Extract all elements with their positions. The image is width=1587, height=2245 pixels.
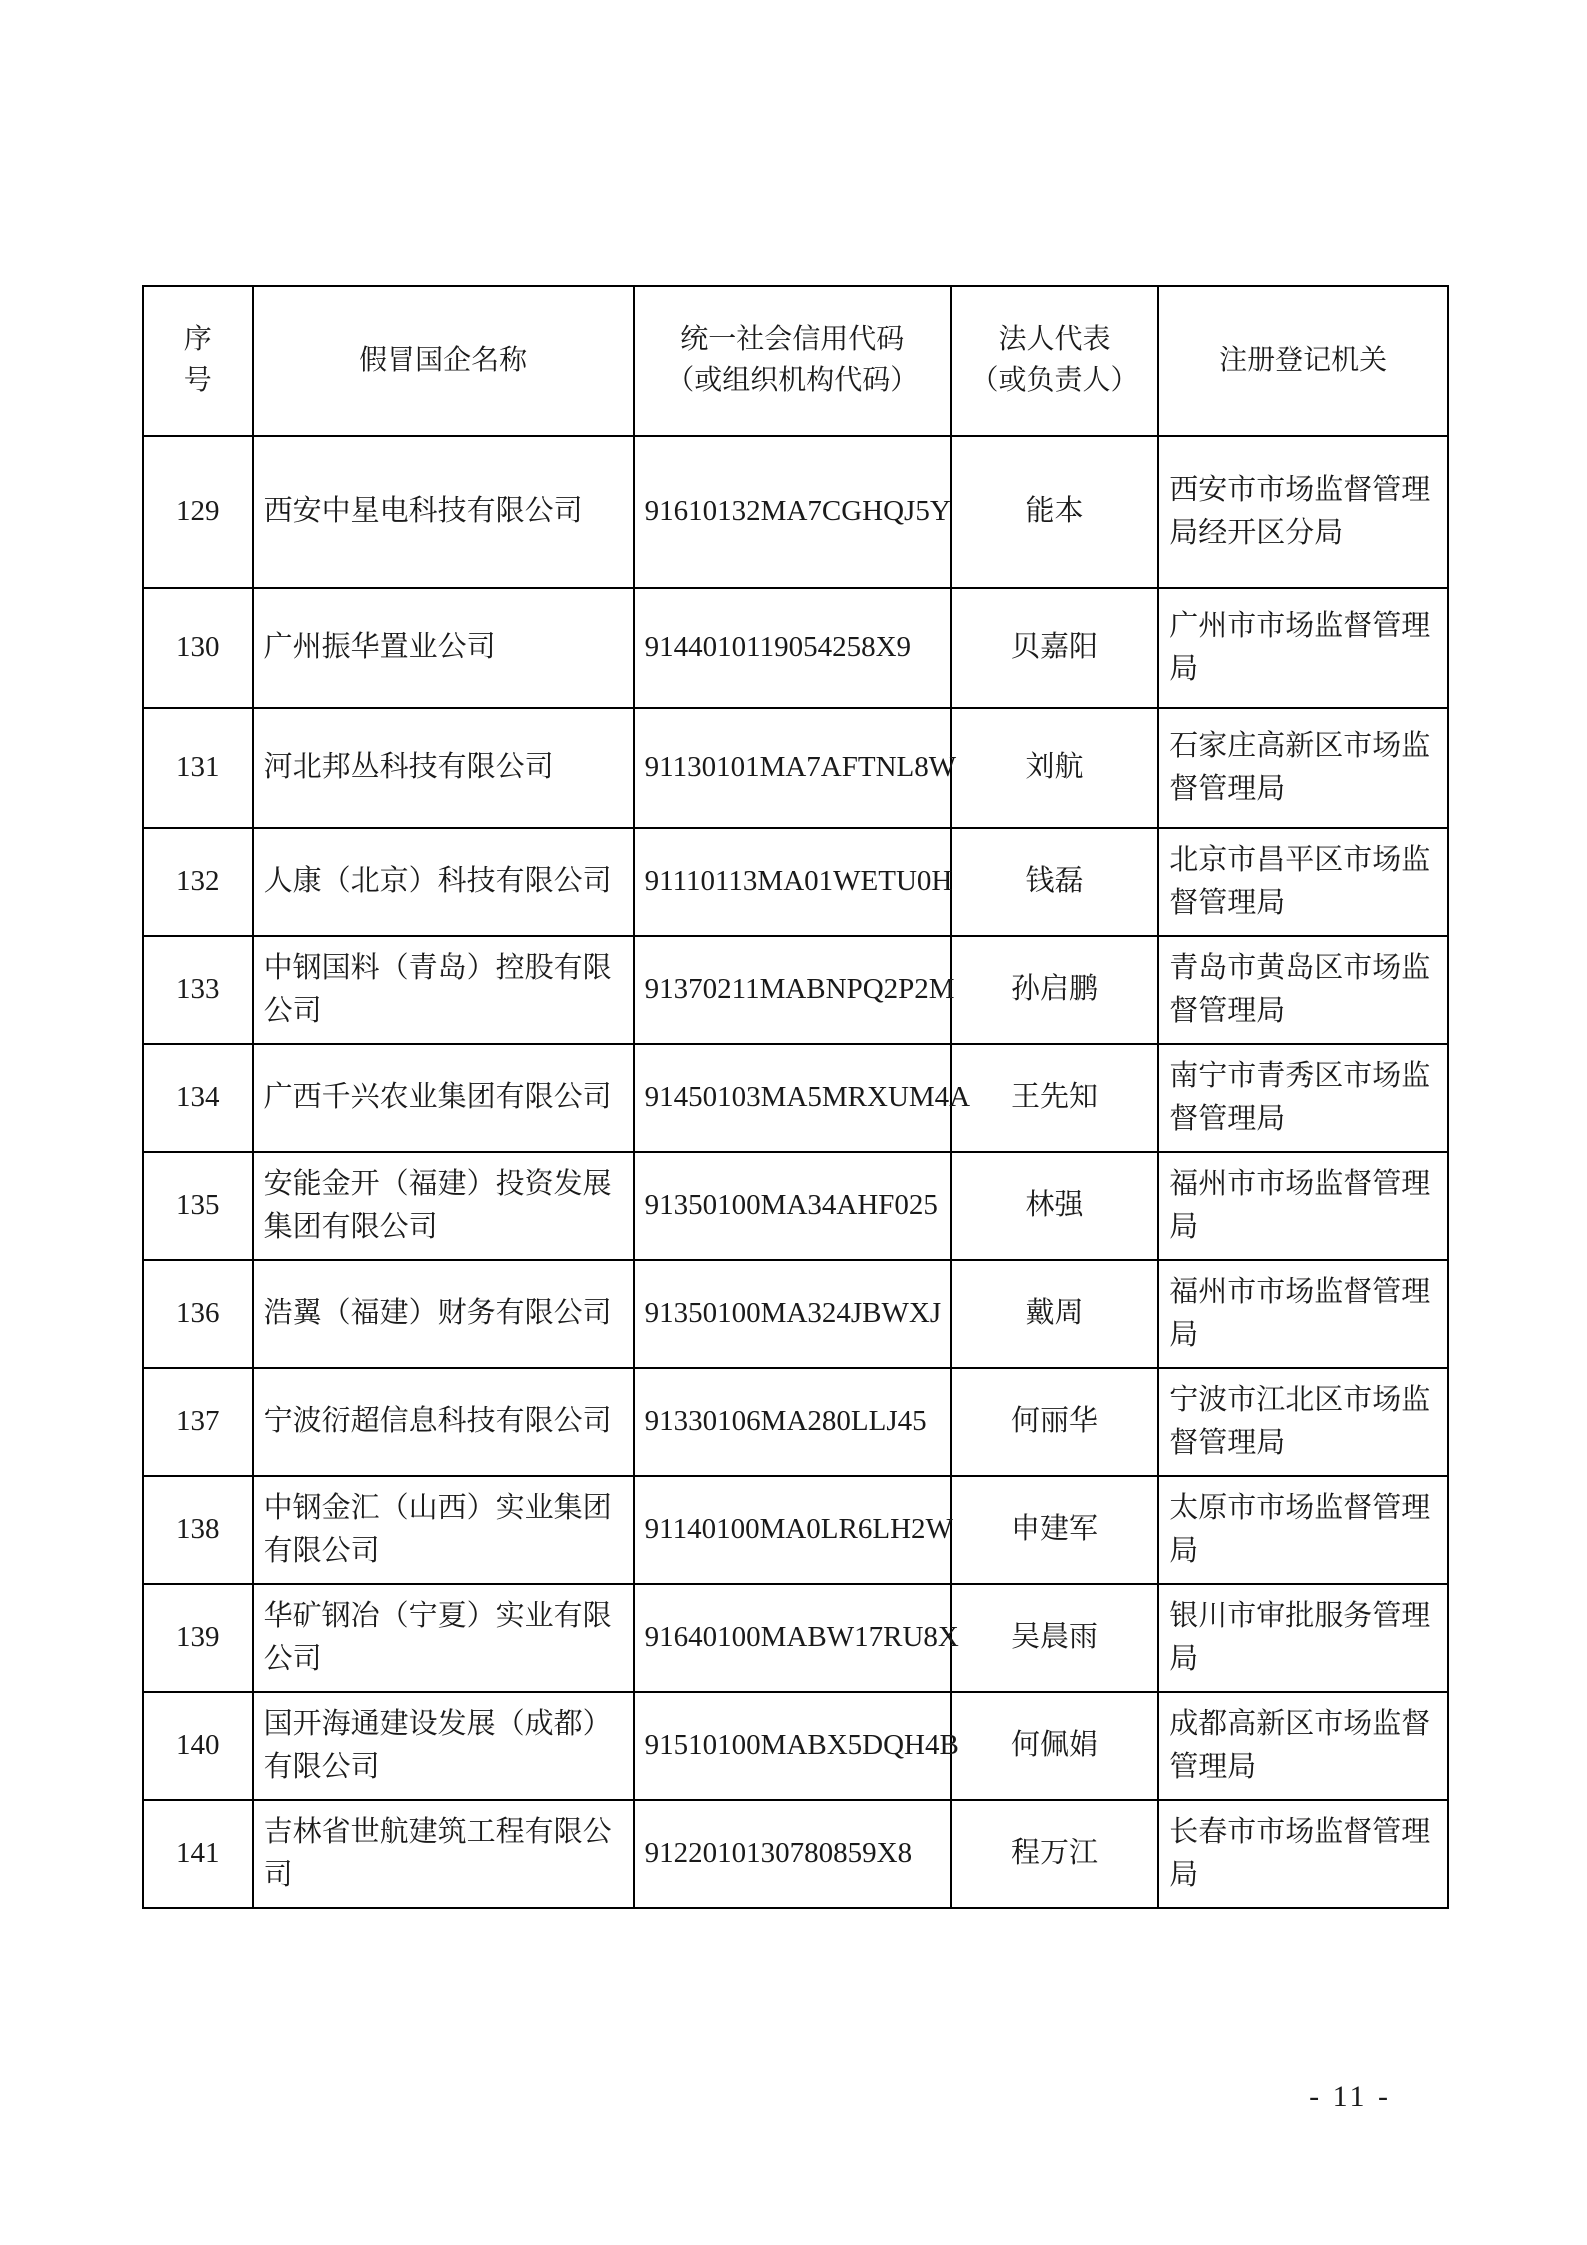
cell-index: 132 [143, 828, 253, 936]
cell-legal: 戴周 [951, 1260, 1158, 1368]
cell-authority: 石家庄高新区市场监督管理局 [1158, 708, 1448, 828]
table-header [143, 286, 1448, 436]
column-header-authority-line: 注册登记机关 [1219, 344, 1388, 376]
cell-legal: 刘航 [951, 708, 1158, 828]
cell-index: 140 [143, 1692, 253, 1800]
cell-name: 中钢国料（青岛）控股有限公司 [253, 936, 634, 1044]
cell-code: 91140100MA0LR6LH2W [634, 1476, 951, 1584]
cell-name: 人康（北京）科技有限公司 [253, 828, 634, 936]
cell-name: 吉林省世航建筑工程有限公司 [253, 1800, 634, 1908]
cell-index: 139 [143, 1584, 253, 1692]
fake-soe-table [142, 285, 1449, 1909]
cell-name: 浩翼（福建）财务有限公司 [253, 1260, 634, 1368]
cell-index: 133 [143, 936, 253, 1044]
table-body [143, 436, 1448, 1908]
table-header-row [143, 286, 1448, 436]
cell-name: 广西千兴农业集团有限公司 [253, 1044, 634, 1152]
table-row [143, 1800, 1448, 1908]
cell-code: 91610132MA7CGHQJ5Y [634, 436, 951, 588]
column-header-code-line: 统一社会信用代码 [680, 324, 905, 356]
column-header-authority [1158, 286, 1448, 436]
table-row [143, 708, 1448, 828]
cell-code: 91330106MA280LLJ45 [634, 1368, 951, 1476]
column-header-index [143, 286, 253, 436]
column-header-legal [951, 286, 1158, 436]
cell-index: 137 [143, 1368, 253, 1476]
table-row [143, 588, 1448, 708]
cell-legal: 钱磊 [951, 828, 1158, 936]
cell-code: 91350100MA34AHF025 [634, 1152, 951, 1260]
cell-code: 91640100MABW17RU8X [634, 1584, 951, 1692]
table-row [143, 436, 1448, 588]
table-row [143, 936, 1448, 1044]
cell-index: 131 [143, 708, 253, 828]
cell-legal: 程万江 [951, 1800, 1158, 1908]
cell-index: 141 [143, 1800, 253, 1908]
table-row [143, 1476, 1448, 1584]
cell-legal: 申建军 [951, 1476, 1158, 1584]
table-row [143, 1152, 1448, 1260]
cell-legal: 贝嘉阳 [951, 588, 1158, 708]
cell-authority: 长春市市场监督管理局 [1158, 1800, 1448, 1908]
table-row [143, 1584, 1448, 1692]
cell-code: 91510100MABX5DQH4B [634, 1692, 951, 1800]
table-row [143, 1692, 1448, 1800]
cell-legal: 何丽华 [951, 1368, 1158, 1476]
table-row [143, 1044, 1448, 1152]
cell-authority: 南宁市青秀区市场监督管理局 [1158, 1044, 1448, 1152]
cell-name: 西安中星电科技有限公司 [253, 436, 634, 588]
table-row [143, 1260, 1448, 1368]
cell-legal: 何佩娟 [951, 1692, 1158, 1800]
cell-code: 91130101MA7AFTNL8W [634, 708, 951, 828]
cell-name: 河北邦丛科技有限公司 [253, 708, 634, 828]
cell-name: 安能金开（福建）投资发展集团有限公司 [253, 1152, 634, 1260]
cell-index: 134 [143, 1044, 253, 1152]
cell-authority: 成都高新区市场监督管理局 [1158, 1692, 1448, 1800]
cell-code: 91450103MA5MRXUM4A [634, 1044, 951, 1152]
cell-authority: 太原市市场监督管理局 [1158, 1476, 1448, 1584]
cell-name: 中钢金汇（山西）实业集团有限公司 [253, 1476, 634, 1584]
cell-index: 136 [143, 1260, 253, 1368]
cell-index: 130 [143, 588, 253, 708]
column-header-name-line: 假冒国企名称 [359, 344, 528, 376]
cell-legal: 吴晨雨 [951, 1584, 1158, 1692]
column-header-name [253, 286, 634, 436]
table-row [143, 1368, 1448, 1476]
column-header-code-line: （或组织机构代码） [666, 365, 919, 396]
cell-code: 9122010130780859X8 [634, 1800, 951, 1908]
column-header-index-line: 号 [183, 365, 212, 396]
cell-legal: 孙启鹏 [951, 936, 1158, 1044]
cell-index: 129 [143, 436, 253, 588]
cell-legal: 能本 [951, 436, 1158, 588]
cell-name: 国开海通建设发展（成都）有限公司 [253, 1692, 634, 1800]
cell-name: 宁波衍超信息科技有限公司 [253, 1368, 634, 1476]
cell-legal: 林强 [951, 1152, 1158, 1260]
column-header-code [634, 286, 951, 436]
page-number: - 11 - [1309, 2080, 1391, 2113]
cell-authority: 西安市市场监督管理局经开区分局 [1158, 436, 1448, 588]
cell-authority: 广州市市场监督管理局 [1158, 588, 1448, 708]
column-header-legal-line: 法人代表 [998, 324, 1111, 356]
cell-index: 138 [143, 1476, 253, 1584]
cell-code: 91110113MA01WETU0H [634, 828, 951, 936]
cell-code: 9144010119054258X9 [634, 588, 951, 708]
cell-code: 91350100MA324JBWXJ [634, 1260, 951, 1368]
cell-authority: 福州市市场监督管理局 [1158, 1152, 1448, 1260]
column-header-index-line: 序 [183, 324, 212, 356]
table-row [143, 828, 1448, 936]
cell-index: 135 [143, 1152, 253, 1260]
cell-authority: 银川市审批服务管理局 [1158, 1584, 1448, 1692]
cell-authority: 福州市市场监督管理局 [1158, 1260, 1448, 1368]
column-header-legal-line: （或负责人） [970, 365, 1139, 396]
cell-name: 广州振华置业公司 [253, 588, 634, 708]
cell-authority: 北京市昌平区市场监督管理局 [1158, 828, 1448, 936]
cell-name: 华矿钢冶（宁夏）实业有限公司 [253, 1584, 634, 1692]
cell-authority: 青岛市黄岛区市场监督管理局 [1158, 936, 1448, 1044]
cell-authority: 宁波市江北区市场监督管理局 [1158, 1368, 1448, 1476]
cell-legal: 王先知 [951, 1044, 1158, 1152]
cell-code: 91370211MABNPQ2P2M [634, 936, 951, 1044]
